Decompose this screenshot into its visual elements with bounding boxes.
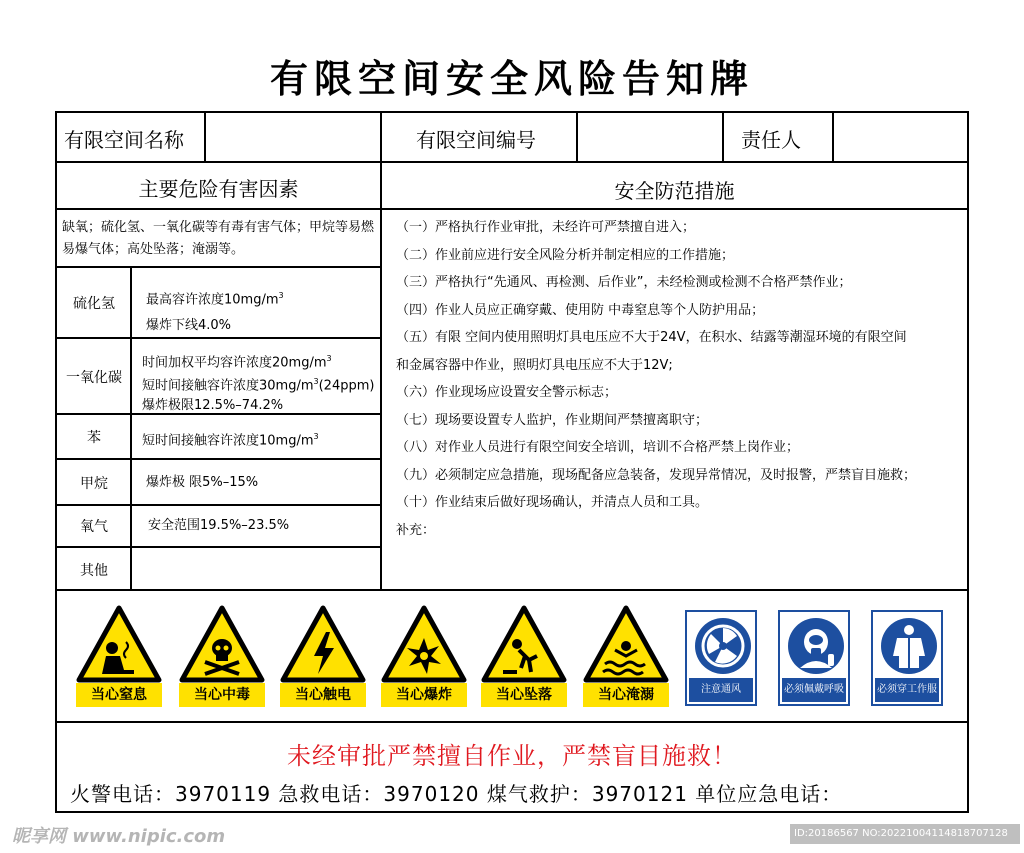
hazard-name: 苯	[87, 430, 101, 446]
space-name-label: 有限空间名称	[64, 128, 184, 152]
hazard-intro: 缺氧；硫化氢、一氧化碳等有毒有害气体；甲烷等易燃易爆气体；高处坠落；淹溺等。	[62, 220, 375, 257]
work-clothes-icon	[879, 616, 939, 676]
mandatory-label: 注意通风	[689, 678, 753, 702]
divider	[55, 458, 381, 460]
lightning-icon	[280, 604, 366, 684]
measure-item: （十）作业结束后做好现场确认，并清点人员和工具。	[396, 495, 709, 510]
mandatory-label: 必须佩戴呼吸器	[782, 678, 846, 702]
measure-item: （一）严格执行作业审批，未经许可严禁擅自进入；	[396, 220, 696, 235]
falling-person-icon	[481, 604, 567, 684]
hazard-desc: 最高容许浓度$10mg/m^3$ 爆炸下线4.0%	[146, 291, 284, 334]
hazard-name: 硫化氢	[73, 296, 115, 312]
skull-poison-icon	[179, 604, 265, 684]
measure-item: （九）必须制定应急措施，现场配备应急装备，发现异常情况，及时报警，严禁盲目施救；	[396, 467, 917, 483]
warning-label: 当心坠落	[481, 683, 567, 707]
measures-header: 安全防范措施	[614, 179, 735, 203]
measure-item: 补充：	[396, 522, 436, 538]
respirator-sign	[778, 610, 850, 719]
emergency-phones: 火警电话：3970119 急救电话：3970120 煤气救护：3970121 单位应急电话：	[70, 782, 843, 806]
divider	[204, 111, 206, 161]
divider	[55, 504, 381, 506]
watermark-id: ID:20186567 NO:20221004114818707128	[790, 824, 1020, 844]
measure-item: （三）严格执行“先通风、再检测、后作业”，未经检测或检测不合格严禁作业；	[396, 275, 852, 290]
warning-label: 当心淹溺	[583, 683, 669, 707]
warning-slogan: 未经审批严禁擅自作业，严禁盲目施救！	[287, 742, 737, 770]
measure-item: （六）作业现场应设置安全警示标志；	[396, 385, 618, 400]
warning-label: 当心中毒	[179, 683, 265, 707]
hazard-desc: 安全范围19.5%–23.5%	[148, 518, 290, 533]
safety-measures-list	[396, 214, 966, 544]
explosion-icon	[381, 604, 467, 684]
hazards-header: 主要危险有害因素	[138, 177, 299, 201]
divider	[832, 111, 834, 161]
ventilation-sign	[685, 610, 757, 706]
hazard-name: 甲烷	[80, 476, 108, 492]
space-number-label: 有限空间编号	[416, 128, 536, 152]
divider	[55, 161, 969, 163]
work-clothes-sign	[871, 610, 943, 706]
mandatory-label: 必须穿工作服	[875, 678, 939, 702]
measure-item: （七）现场要设置专人监护，作业期间严禁擅离职守；	[396, 412, 709, 428]
hazard-desc: 短时间接触容许浓度$10mg/m^3$	[142, 432, 319, 449]
warning-label: 当心爆炸	[381, 683, 467, 707]
measure-item: （二）作业前应进行安全风险分析并制定相应的工作措施；	[396, 247, 735, 263]
divider	[55, 546, 381, 548]
watermark-logo: 昵享网 www.nipic.com	[12, 826, 226, 847]
respirator-icon	[786, 616, 846, 676]
hazard-desc: 时间加权平均容许浓度$20mg/m^3$ 短时间接触容许浓度$30mg/m^3(24ppm)$ 爆炸极限12.5%–74.2%	[142, 354, 375, 413]
drowning-icon	[583, 604, 669, 684]
divider	[576, 111, 578, 161]
hazard-name: 其他	[80, 563, 108, 579]
measure-item: 和金属容器中作业，照明灯具电压应不大于12V;	[396, 357, 673, 373]
measure-item: （五）有限 空间内使用照明灯具电压应不大于24V，在积水、结露等潮湿环境的有限空间	[396, 330, 907, 345]
hazard-desc: 爆炸极 限5%–15%	[146, 475, 259, 490]
hazard-name: 一氧化碳	[66, 370, 122, 386]
measure-item: （八）对作业人员进行有限空间安全培训，培训不合格严禁上岗作业；	[396, 440, 800, 455]
owner-label: 责任人	[741, 128, 801, 152]
divider	[722, 111, 724, 161]
ventilation-fan-icon	[693, 616, 753, 676]
hazard-name: 氧气	[80, 519, 108, 535]
page-title: 有限空间安全风险告知牌	[269, 57, 754, 101]
suffocation-icon	[76, 604, 162, 684]
divider	[55, 589, 969, 591]
divider	[55, 208, 969, 210]
measure-item: （四）作业人员应正确穿戴、使用防 中毒窒息等个人防护用品；	[396, 302, 765, 318]
warning-label: 当心窒息	[76, 683, 162, 707]
divider	[55, 266, 381, 268]
divider	[55, 721, 969, 723]
warning-label: 当心触电	[280, 683, 366, 707]
